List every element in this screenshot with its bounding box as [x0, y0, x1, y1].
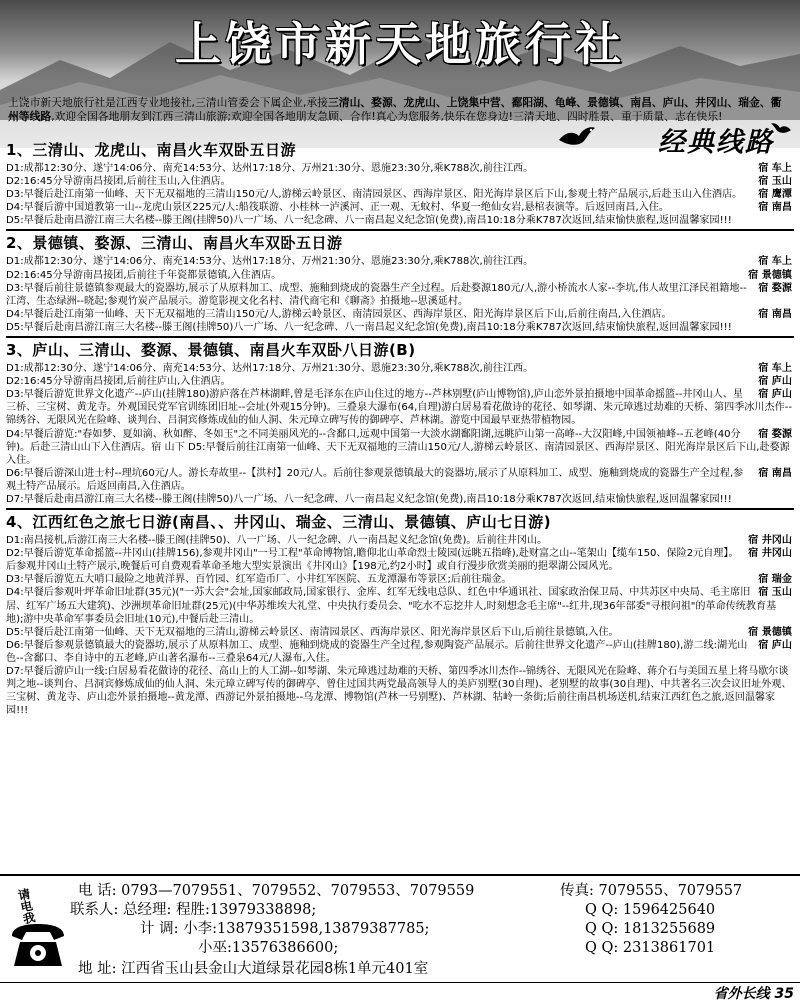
itinerary-day: [6, 282, 794, 308]
overnight-stay: 宿 景德镇: [748, 626, 792, 638]
day-text: D3:早餐后赴江南第一仙峰、天下无双福地的三清山150元/人,游梯云岭景区、南清园景区、西海岸景区、阳光海岸景区后下山,参观土特产品展示,后赴玉山入住酒店。: [6, 189, 743, 201]
tour-title: 4、江西红色之旅七日游(南昌、、井冈山、瑞金、三清山、景德镇、庐山七日游): [6, 513, 552, 532]
please-call-label: 请电我: [15, 887, 37, 926]
itinerary-day: [6, 639, 794, 665]
qq-value[interactable]: 1813255689: [622, 921, 716, 937]
tour-section: [6, 338, 794, 510]
itinerary-day: [6, 547, 794, 573]
day-text: D6:早餐后游深山进士村--理坑60元/人。游长寿故里--【洪村】20元/人。后前往参观景德镇最大的瓷器坊,展示了从原料加工、成型、施釉到烧成的瓷器生产全过程,参观土特产品展示。后返回南昌,入住酒店。: [6, 467, 744, 492]
itinerary-day: [6, 388, 794, 427]
itinerary-day: [6, 573, 794, 586]
manager-label: 总经理:: [123, 902, 172, 918]
address-value: 江西省玉山县金山大道绿景花园8栋1单元401室: [121, 961, 429, 977]
overnight-stay: 宿 车上: [758, 363, 792, 375]
day-text: D5:早餐后赴南昌游江南三大名楼--滕王阁(挂牌50)八一广场、八一纪念碑、八一南昌起义纪念馆(免费),南昌10:18分乘K787次返回,结束愉快旅程,返回温馨家园!!!: [6, 321, 732, 333]
contact-panel: [0, 874, 800, 980]
dispatch-label: 计 调:: [140, 921, 179, 937]
overnight-stay: 宿 鹰潭: [758, 189, 792, 201]
overnight-stay: 宿 瑞金: [758, 574, 792, 586]
page-number-label: 省外长线 35: [713, 986, 794, 1000]
fax-value[interactable]: 7079555、7079557: [598, 883, 743, 899]
itinerary-day: [6, 201, 794, 214]
itinerary-day: [6, 493, 794, 506]
tour-title: 1、三清山、龙虎山、南昌火车双卧五日游: [6, 141, 296, 159]
intro-part: 上饶市新天地旅行社是江西专业地接社,三清山管委会下属企业,承接: [8, 96, 328, 109]
itinerary-day: [6, 428, 794, 467]
itinerary-day: [6, 375, 794, 388]
itinerary-day: [6, 534, 794, 547]
qq-label: Q Q:: [585, 940, 619, 956]
dispatch-value[interactable]: 小巫:13576386600;: [198, 940, 339, 956]
day-text: D2:早餐后游览革命摇篮--井冈山(挂牌156),参观井冈山"一号工程"革命博物馆,瞻仰北山革命烈士陵园(远眺五指峰),赴财富之山--笔架山【缆车150、保险2元自理】。后参观井冈山土特产展示,晚餐后可自费观看革命圣地大型实景演出《井冈山》【198元,约2小时】或自行漫步欣赏美丽的挹翠湖公园风光。: [6, 548, 739, 573]
day-text: D4:早餐后赴江南第一仙峰、天下无双福地的三清山150元/人,游梯云岭景区、南清园景区、西海岸景区、阳光海岸景区后下山,后前往南昌,入住酒店。: [6, 308, 672, 320]
manager-value[interactable]: 程胜:13979338898;: [176, 902, 317, 918]
overnight-stay: 宿 庐山: [758, 389, 792, 401]
phone-value[interactable]: 0793—7079551、7079552、7079553、7079559: [121, 883, 475, 899]
day-text: D2:16:45分导游南昌接团,后前往玉山,入住酒店。: [6, 176, 231, 188]
phone-label: 电 话:: [78, 883, 117, 899]
day-text: D5:早餐后赴江南第一仙峰、天下无双福地的三清山,游梯云岭景区、南清园景区、西海岸景区、阳光海岸景区后下山,后前往景德镇,入住。: [6, 626, 619, 638]
itinerary-day: [6, 586, 794, 625]
day-text: D1:成都12:30分、遂宁14:06分、南充14:53分、达州17:18分、万州21:30分、恩施23:30分,乘K788次,前往江西。: [6, 363, 534, 375]
itinerary-day: [6, 162, 794, 175]
day-text: D1:成都12:30分、遂宁14:06分、南充14:53分、达州17:18分、万州21:30分、恩施23:30分,乘K788次,前往江西。: [6, 163, 534, 174]
overnight-stay: 宿 车上: [758, 256, 792, 268]
qq-row: [585, 901, 715, 919]
tour-title: 3、庐山、三清山、婺源、景德镇、南昌火车双卧八日游(B): [6, 341, 416, 360]
qq-label: Q Q:: [585, 902, 619, 918]
overnight-stay: 宿 南昌: [758, 308, 792, 320]
intro-routes: 三清山、婺源、龙虎山、上饶集中营、鄱阳湖、龟峰、景德镇、南昌、庐山、井冈山、瑞金、衢州等线路: [8, 96, 782, 123]
overnight-stay: 宿 井冈山: [748, 548, 792, 560]
overnight-stay: 宿 庐山: [758, 376, 792, 388]
fax-row: [560, 882, 742, 900]
tour-list: [6, 138, 794, 719]
day-text: D3:早餐后游览五大哨口最险之地黄洋界、百竹园、红军造币厂、小井红军医院、五龙潭瀑布等景区;后前往瑞金。: [6, 574, 512, 586]
tour-section: [6, 138, 794, 231]
day-text: D4:早餐后参观叶坪革命旧址群(35元)("一苏大会"会址,国家邮政局,国家银行、金库、红军无线电总队、红色中华通讯社、国家政治保卫局、中共苏区中央局、毛主席旧居、红军广场五大建筑)、沙洲坝革命旧址群(25元)(中华苏维埃大礼堂、中央执行委员会、"吃水不忘挖井人,时刻想念毛主席"--红井,现36年部委"寻根问祖"的革命传统教育基地);游中央革命军事委员会旧址(10元),中餐后赴三清山。: [6, 587, 777, 625]
day-text: D7:早餐后游庐山一线:白居易看花做诗的花径、高山上的人工湖--如琴湖、朱元璋逃过劫难的天桥、第四季冰川杰作--锦绣谷、无限风光在险峰、蒋介石与美国五星上将马歇尔谈判之地--谈判台、吕洞宾修炼成仙的仙人洞、朱元璋立碑写传的御碑亭、曾住过国共两党最高领导人的美庐别墅(30自理)、老别墅的故事(30自理)、中共著名三次会议旧址外观、三宝树、黄龙寺、庐山恋外景拍摄地--黄龙潭、西游记外景拍摄地--乌龙潭、博物馆(芦林一号别墅)、芦林湖、牯岭一条街;后前往南昌机场送机,结束江西红色之旅,返回温馨家园!!!: [6, 666, 792, 717]
itinerary-day: [6, 269, 794, 282]
itinerary-day: [6, 362, 794, 375]
day-text: D7:早餐后赴南昌游江南三大名楼--滕王阁(挂牌50)八一广场、八一纪念碑、八一南昌起义纪念馆(免费),南昌10:18分乘K787次返回,结束愉快旅程,返回温馨家园!!!: [6, 493, 732, 505]
dispatch-row: [198, 939, 338, 957]
fax-label: 传真:: [560, 883, 594, 899]
contact-person-label: 联系人:: [70, 902, 119, 918]
address-label: 地 址:: [78, 961, 117, 977]
qq-value[interactable]: 2313861701: [622, 940, 716, 956]
overnight-stay: 宿 婺源: [758, 282, 792, 294]
agency-title: 上饶市新天地旅行社: [175, 17, 625, 71]
dispatch-row: [140, 920, 429, 938]
overnight-stay: 宿 井冈山: [748, 535, 792, 547]
overnight-stay: 宿 景德镇: [748, 269, 792, 281]
qq-row: [585, 920, 715, 938]
phone-graphic: [8, 884, 74, 970]
overnight-stay: 宿 车上: [758, 163, 792, 174]
overnight-stay: 宿 南昌: [758, 467, 792, 479]
manager-row: [70, 901, 316, 919]
overnight-stay: 宿 婺源: [758, 428, 792, 440]
day-text: D1:成都12:30分、遂宁14:06分、南充14:53分、达州17:18分、万州21:30分、恩施23:30分,乘K788次,前往江西。: [6, 256, 534, 268]
itinerary-day: [6, 467, 794, 493]
address-row: [78, 960, 428, 978]
overnight-stay: 宿 玉山: [758, 176, 792, 188]
classic-routes-label: 经典线路: [658, 127, 774, 158]
day-text: D4:早餐后游中国道教第一山--龙虎山景区225元/人:船筏联游、小桂林一泸溪河、正一观、无蚊村、华夏一绝仙女岩,悬棺表演等。后返回南昌,入住。: [6, 202, 669, 214]
day-text: D3:早餐后游览世界文化遗产--庐山(挂牌180)游庐落在芦林湖畔,曾是毛泽东在庐山住过的地方--芦林别墅(庐山博物馆),庐山恋外景拍摄地中国革命摇篮--井冈山人、星三桥、三宝树、黄龙寺。外观国民党军官训练团旧址--会址(外观15分钟)。三叠泉大瀑布(64,自理)游白居易看花做诗的花径、如琴湖、朱元璋逃过劫难的天桥、第四季冰川杰作--锦绣谷、无限风光在险峰、谈判台、吕洞宾修炼成仙的仙人洞、朱元璋立碑写传的御碑亭、芦林湖。游览中国最早亚热带植物园。: [6, 389, 792, 427]
itinerary-day: [6, 188, 794, 201]
day-text: D4:早餐后游览:"春如梦、夏如滴、秋如醉、冬如玉"之不同美丽风光的--含鄱口,远观中国第一大淡水湖鄱阳湖,远眺庐山第一高峰--大汉阳峰,中国领袖峰--五老峰(40分钟)。后赴三清山山下入住酒店。宿 山下 D5:早餐后前往江南第一仙峰、天下无双福地的三清山150元/人,游梯云岭景区、南清园景区、西海岸景区、阳光海岸景区后下山,赴婺源入住。: [6, 428, 790, 466]
itinerary-day: [6, 308, 794, 321]
day-text: D6:早餐后参观景德镇最大的瓷器坊,展示了从原料加工、成型、施釉到烧成的瓷器生产全过程,参观陶瓷产品展示。后前往世界文化遗产--庐山(挂牌180),游二线:湖光山色--含鄱口、李自诗中的五老峰,庐山著名瀑布--三叠泉64元/人瀑布,入住。: [6, 639, 748, 664]
qq-row: [585, 939, 715, 957]
itinerary-day: [6, 175, 794, 188]
itinerary-day: [6, 255, 794, 268]
qq-label: Q Q:: [585, 921, 619, 937]
overnight-stay: 宿 庐山: [758, 639, 792, 651]
phone-row: [78, 882, 474, 900]
intro-part: ,欢迎全国各地朋友到江西三清山旅游;欢迎全国各地朋友急顾、合作!真心为您服务,快乐在您身边!三清天地、四时胜景、重于质量、志在快乐!: [51, 110, 723, 123]
overnight-stay: 宿 南昌: [758, 202, 792, 214]
telephone-icon: [8, 922, 68, 968]
day-text: D1:南昌接机,后游江南三大名楼--滕王阁(挂牌50)、八一广场、八一纪念碑、八一南昌起义纪念馆(免费)。后前往井冈山。: [6, 535, 548, 547]
itinerary-day: [6, 214, 794, 227]
day-text: D2:16:45分导游南昌接团,后前往千年瓷都景德镇,入住酒店。: [6, 269, 282, 281]
page-footer: [0, 982, 800, 1000]
tour-title: 2、景德镇、婺源、三清山、南昌火车双卧五日游: [6, 234, 343, 253]
itinerary-day: [6, 626, 794, 639]
dispatch-value[interactable]: 小李:13879351598,13879387785;: [183, 921, 430, 937]
overnight-stay: 宿 玉山: [758, 587, 792, 599]
day-text: D2:16:45分导游南昌接团,后前往庐山,入住酒店。: [6, 376, 231, 388]
itinerary-day: [6, 321, 794, 334]
day-text: D3:早餐后前往景德镇参观最大的瓷器坊,展示了从原料加工、成型、施釉到烧成的瓷器生产全过程。后赴婺源180元/人,游小桥流水人家--李坑,伟人故里江泽民祖籍地--江湾、生态绿洲--晓起;参观竹炭产品展示。游览影视文化名村、清代商宅和《聊斋》拍摄地--思溪延村。: [6, 282, 747, 307]
itinerary-day: [6, 665, 794, 717]
tour-section: [6, 510, 794, 719]
tour-section: [6, 231, 794, 338]
qq-value[interactable]: 1596425640: [622, 902, 716, 918]
day-text: D5:早餐后赴南昌游江南三大名楼--滕王阁(挂牌50)八一广场、八一纪念碑、八一南昌起义纪念馆(免费),南昌10:18分乘K787次返回,结束愉快旅程,返回温馨家园!!!: [6, 215, 732, 227]
